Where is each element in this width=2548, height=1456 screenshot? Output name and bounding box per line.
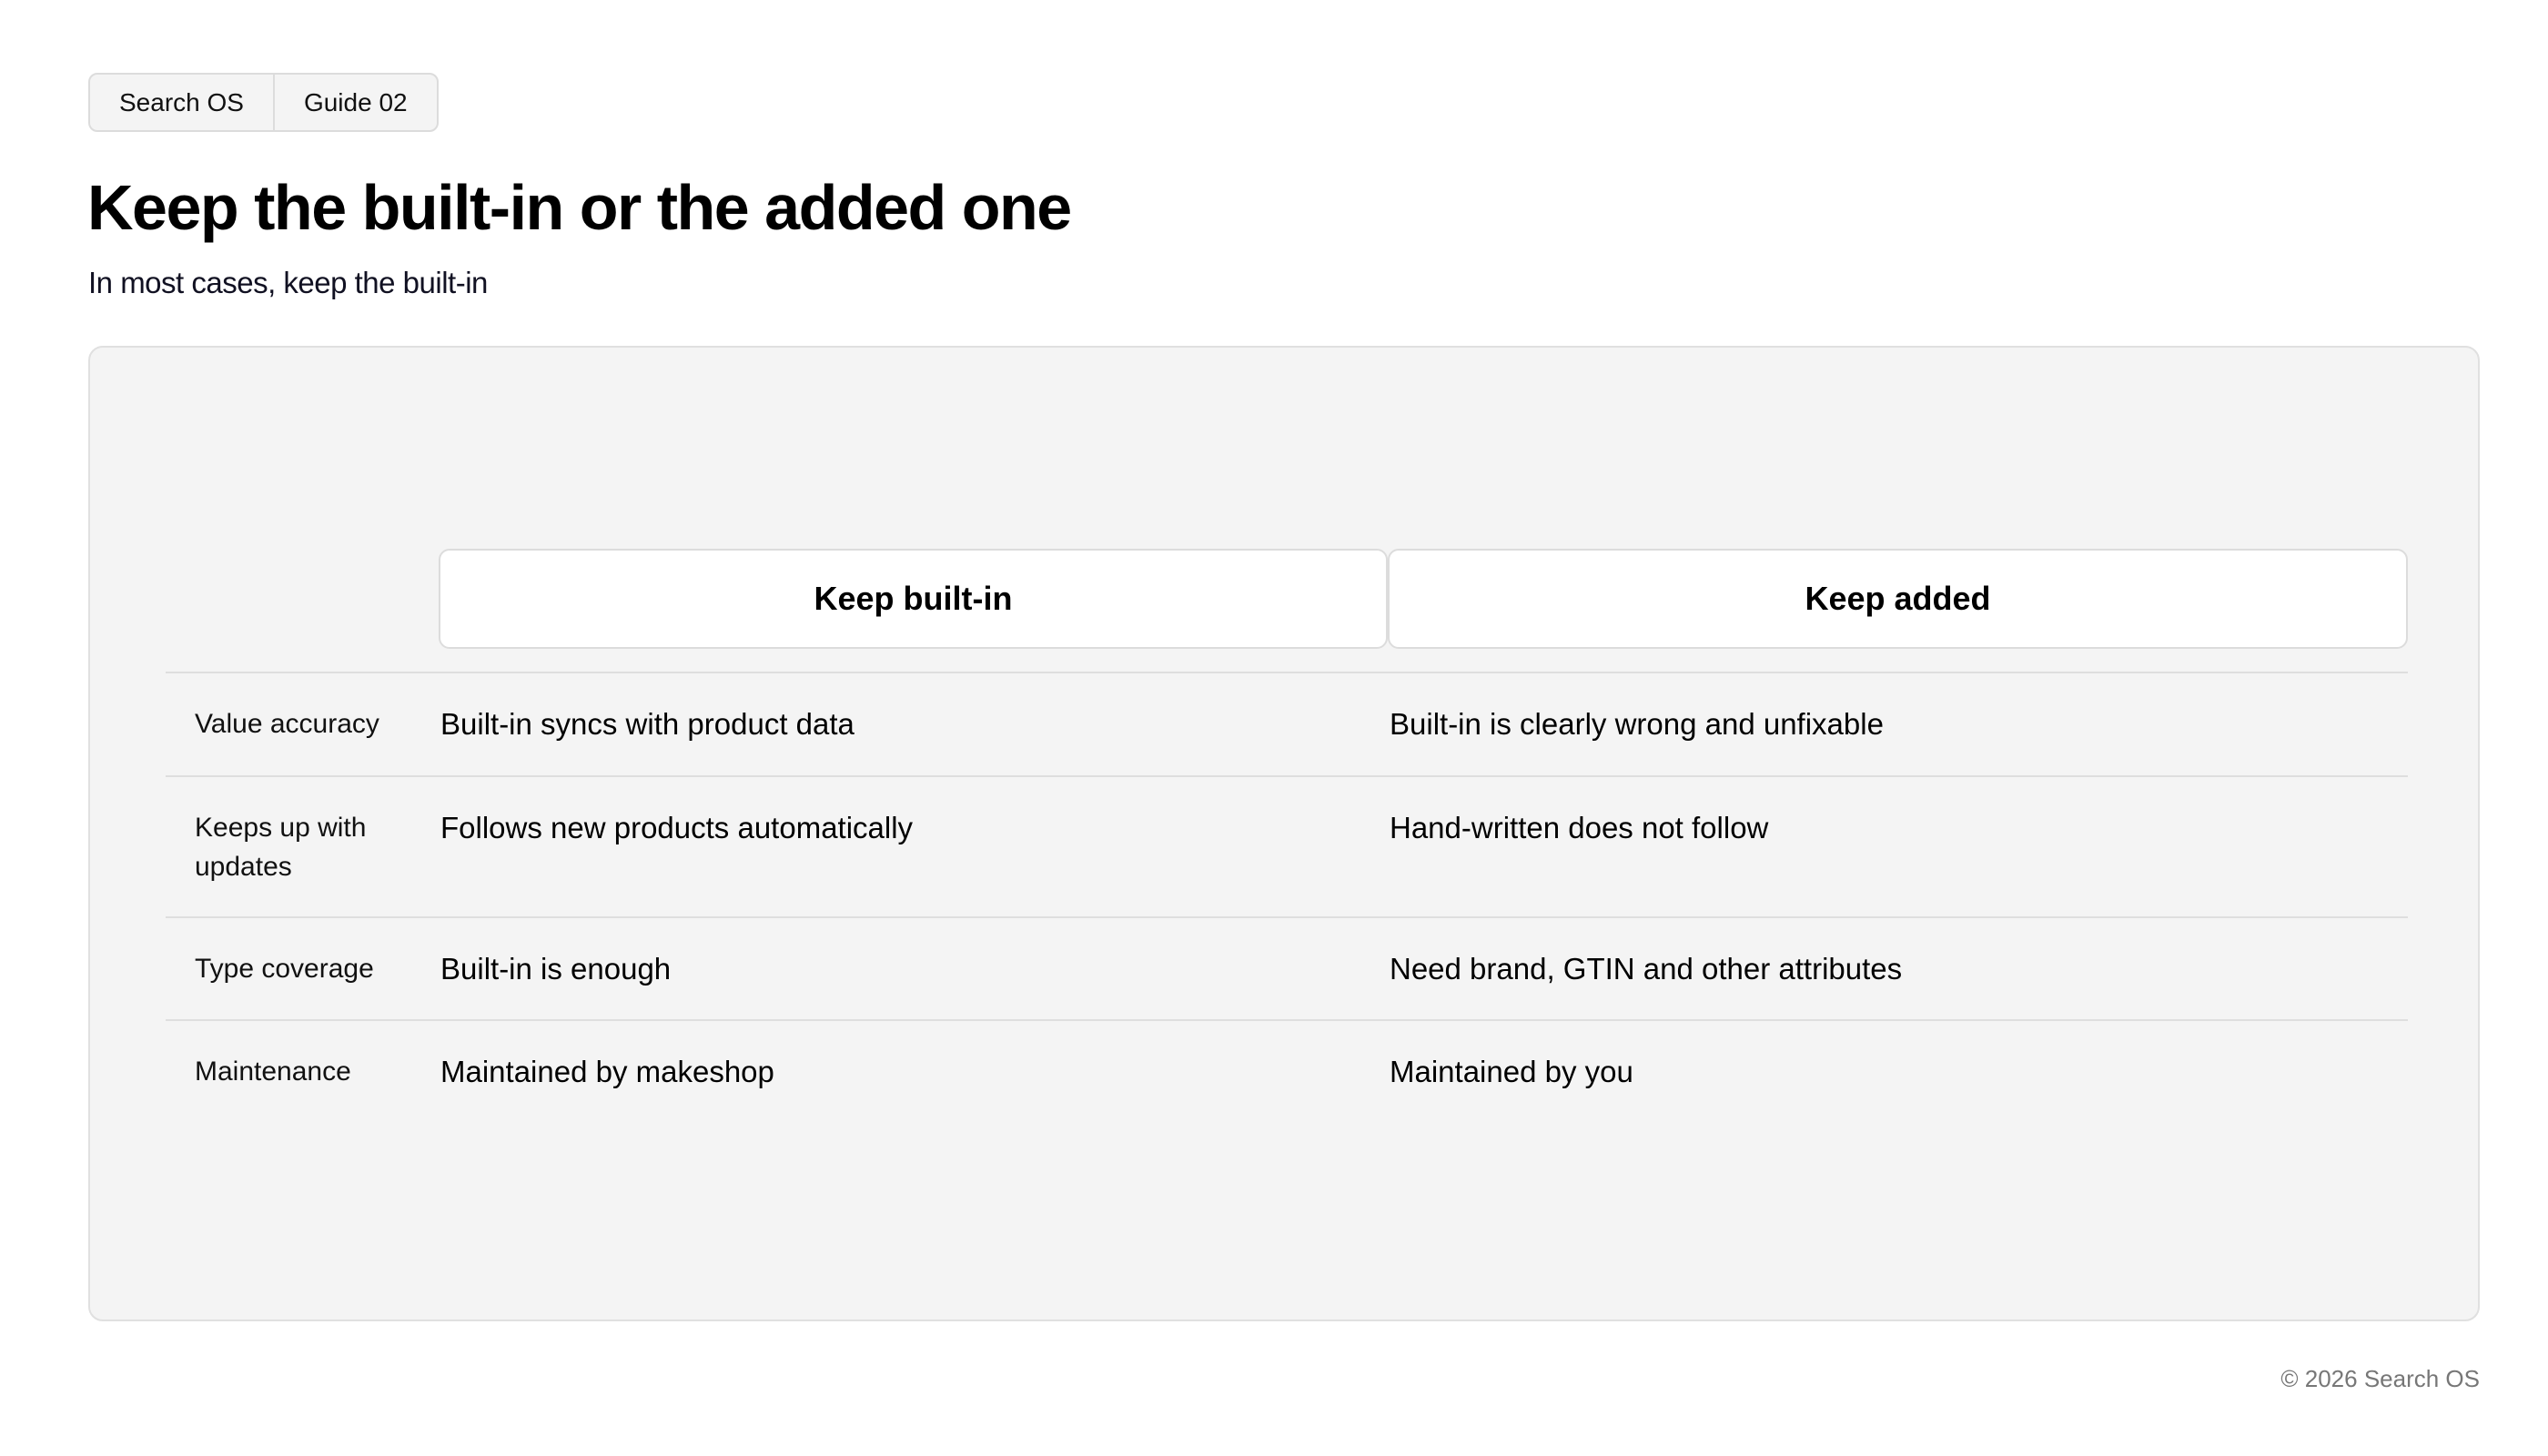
breadcrumb xyxy=(88,73,439,132)
added-cell: Maintained by you xyxy=(1390,1055,1633,1088)
table-row xyxy=(166,916,2408,1019)
added-cell: Need brand, GTIN and other attributes xyxy=(1390,952,1903,986)
comparison-header xyxy=(439,549,2408,649)
built-in-cell: Follows new products automatically xyxy=(440,811,914,844)
table-row xyxy=(166,672,2408,775)
page-subtitle: In most cases, keep the built-in xyxy=(88,266,488,299)
row-label: Type coverage xyxy=(195,954,374,984)
comparison-rows xyxy=(166,672,2408,1110)
copyright-footer: © 2026 Search OS xyxy=(2280,1365,2480,1392)
column-header-keep-added: Keep added xyxy=(1388,549,2408,649)
row-label: Maintenance xyxy=(195,1057,351,1087)
page-title: Keep the built-in or the added one xyxy=(87,172,1071,243)
column-header-keep-built-in: Keep built-in xyxy=(439,549,1388,649)
built-in-cell: Built-in is enough xyxy=(440,952,672,986)
breadcrumb-item-guide[interactable]: Guide 02 xyxy=(273,75,437,130)
table-row xyxy=(166,1019,2408,1110)
built-in-cell: Maintained by makeshop xyxy=(440,1055,774,1088)
row-label: Keeps up with updates xyxy=(195,813,367,882)
comparison-panel xyxy=(88,346,2480,1321)
added-cell: Hand-written does not follow xyxy=(1390,811,1769,844)
table-row xyxy=(166,775,2408,916)
added-cell: Built-in is clearly wrong and unfixable xyxy=(1390,707,1884,741)
row-label: Value accuracy xyxy=(195,709,379,739)
breadcrumb-item-search-os[interactable]: Search OS xyxy=(119,87,244,116)
built-in-cell: Built-in syncs with product data xyxy=(440,707,854,741)
